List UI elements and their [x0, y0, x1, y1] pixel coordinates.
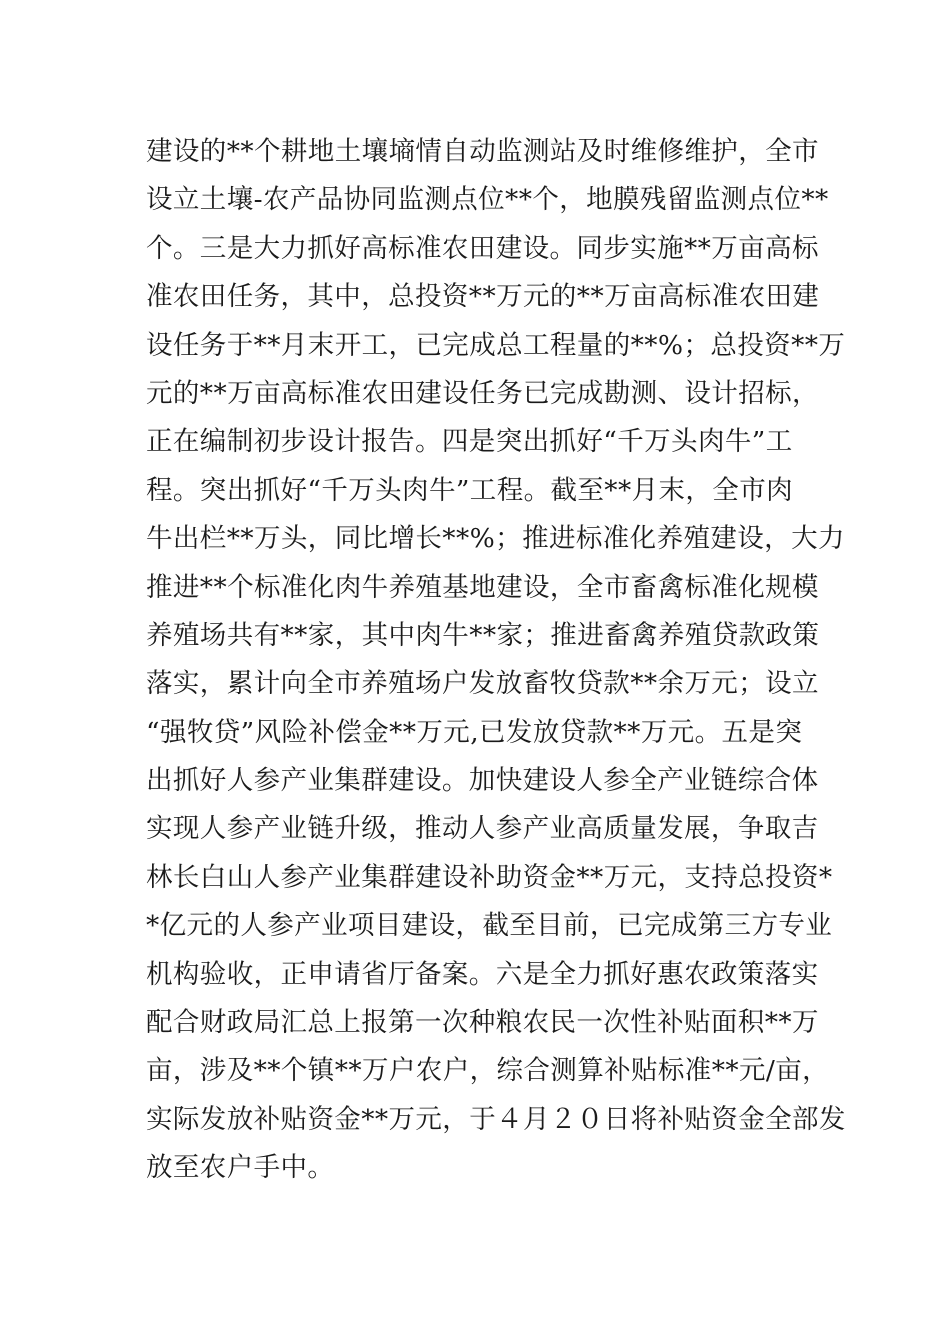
text-line: 亩，涉及**个镇**万户农户，综合测算补贴标准**元/亩，: [146, 1055, 830, 1087]
text-line: *亿元的人参产业项目建设，截至目前，已完成第三方专业: [146, 910, 833, 942]
text-line: 个。三是大力抓好高标准农田建设。同步实施**万亩高标: [146, 232, 819, 264]
text-line: 牛出栏**万头，同比增长**%；推进标准化养殖建设，大力: [146, 523, 845, 555]
text-line: 养殖场共有**家，其中肉牛**家；推进畜禽养殖贷款政策: [146, 619, 820, 651]
text-line: 建设的**个耕地土壤墒情自动监测站及时维修维护，全市: [146, 136, 819, 167]
text-line: 元的**万亩高标准农田建设任务已完成勘测、设计招标，: [146, 377, 819, 409]
text-line: 出抓好人参产业集群建设。加快建设人参全产业链综合体: [146, 765, 819, 797]
text-line: 推进**个标准化肉牛养殖基地建设，全市畜禽标准化规模: [146, 571, 819, 603]
text-line: 实际发放补贴资金**万元，于４月２０日将补贴资金全部发: [146, 1103, 846, 1135]
text-line: 配合财政局汇总上报第一次种粮农民一次性补贴面积**万: [146, 1007, 819, 1039]
text-line: 机构验收，正申请省厅备案。六是全力抓好惠农政策落实: [146, 958, 819, 990]
text-line: 落实，累计向全市养殖场户发放畜牧贷款**余万元；设立: [146, 668, 819, 700]
body-text: [146, 128, 846, 1193]
text-line: 实现人参产业链升级，推动人参产业高质量发展，争取吉: [146, 813, 819, 845]
text-line: “强牧贷”风险补偿金**万元,已发放贷款**万元。五是突: [146, 716, 803, 748]
text-line: 程。突出抓好“千万头肉牛”工程。截至**月末，全市肉: [146, 474, 793, 506]
text-line: 设立土壤-农产品协同监测点位**个，地膜残留监测点位**: [146, 184, 829, 216]
text-line: 准农田任务，其中，总投资**万元的**万亩高标准农田建: [146, 281, 820, 313]
text-line: 设任务于**月末开工，已完成总工程量的**%；总投资**万: [146, 329, 846, 361]
text-line: 林长白山人参产业集群建设补助资金**万元，支持总投资*: [146, 861, 833, 893]
text-line: 正在编制初步设计报告。四是突出抓好“千万头肉牛”工: [146, 426, 793, 458]
text-line: 放至农户手中。: [146, 1152, 335, 1184]
